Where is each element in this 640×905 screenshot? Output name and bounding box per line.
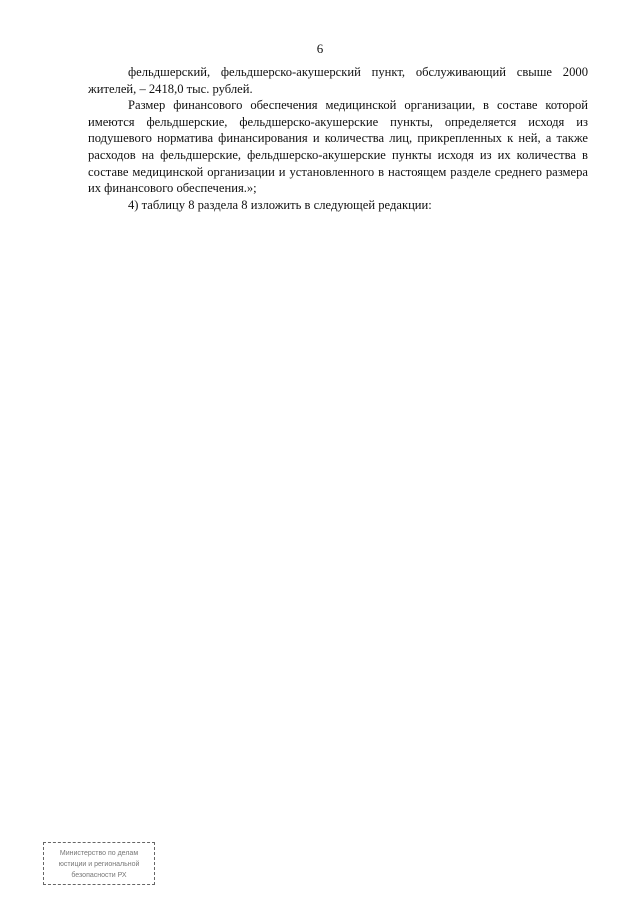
stamp-line: безопасности РХ (71, 872, 127, 879)
paragraph-item-4: 4) таблицу 8 раздела 8 изложить в следующей редакции: (128, 197, 432, 212)
stamp-line: юстиции и региональной (58, 861, 140, 868)
paragraph-financing: Размер финансового обеспечения медицинской организации, в составе которой имеются фельдшерские, фельдшерско-акушерские пункты, определяется исходя из подушевого норматива финансирования и количества лиц, прикрепленных к ней, а также расходов на фельдшерские, фельдшерско-акушерские пункты исходя из их количества в составе медицинской организации и установленного в настоящем разделе среднего размера их финансового обеспечения.»; (88, 98, 588, 196)
stamp-line: Министерство по делам (59, 850, 139, 857)
registration-stamp (43, 842, 155, 885)
body-text (88, 64, 588, 213)
paragraph-continuation: фельдшерский, фельдшерско-акушерский пункт, обслуживающий свыше 2000 жителей, – 2418,0 тыс. рублей. (88, 65, 588, 96)
page-number: 6 (316, 41, 324, 56)
